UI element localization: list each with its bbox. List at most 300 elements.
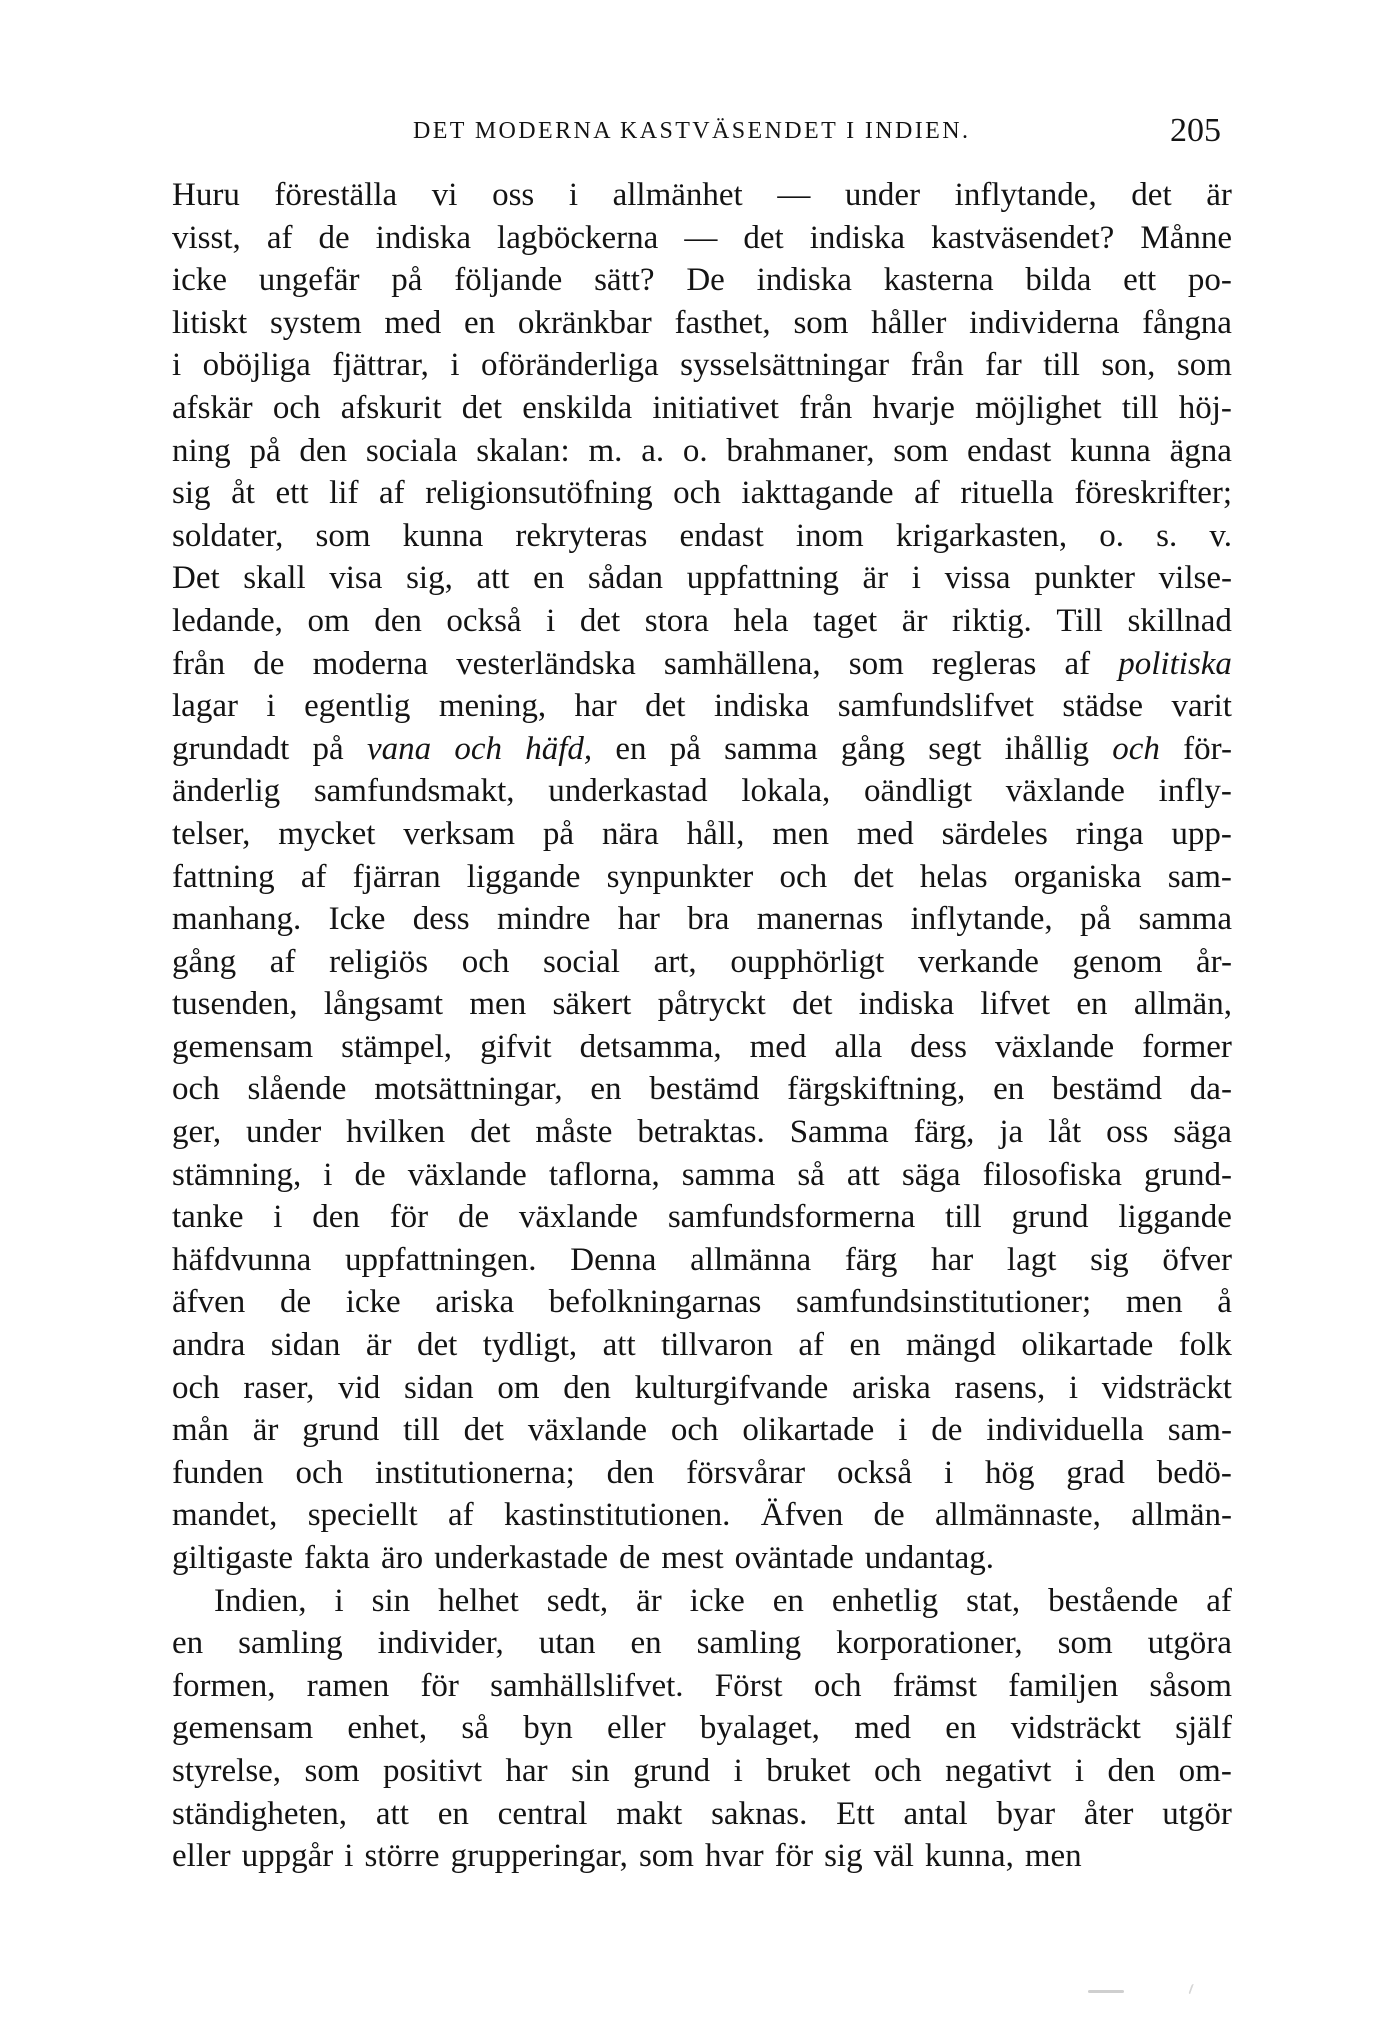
text-line (172, 1111, 1232, 1154)
word: alla (834, 1028, 883, 1065)
text-line (172, 1239, 1232, 1282)
word: ägna (1169, 432, 1232, 469)
word: och (172, 1369, 220, 1406)
word: moderna (312, 645, 429, 682)
word: i (943, 1454, 954, 1491)
word: under (844, 177, 921, 213)
word: hela (733, 602, 789, 639)
text-line (172, 1835, 1232, 1878)
word: lokala, (741, 773, 831, 810)
word: på (391, 262, 423, 299)
word: åter (1083, 1795, 1134, 1832)
word: i (450, 347, 460, 384)
word: vidsträckt (1101, 1369, 1232, 1406)
word: raser, (243, 1369, 315, 1406)
word: indiska (858, 986, 955, 1023)
word: system (269, 304, 362, 341)
word: för (774, 1838, 814, 1875)
word: manernas (756, 901, 884, 938)
word: mest (661, 1540, 724, 1576)
word: mycket (278, 815, 376, 852)
word: färgskiftning, (787, 1071, 966, 1108)
text-line (172, 515, 1232, 558)
word: det (579, 602, 621, 639)
text-line (172, 1793, 1232, 1836)
word: lagar (172, 688, 238, 725)
word: sidan (270, 1327, 341, 1364)
word: ett (1123, 262, 1157, 299)
word: är (1206, 177, 1232, 213)
word: tanke (172, 1199, 244, 1236)
text-line (172, 1026, 1232, 1069)
word: religiös (329, 943, 429, 980)
word: samling (696, 1625, 802, 1662)
word: den (563, 1369, 611, 1406)
word: från (172, 645, 226, 682)
body-text (172, 174, 1232, 1878)
word: former (1142, 1028, 1232, 1065)
word: enhet, (347, 1710, 428, 1747)
word: föreskrifter; (1074, 475, 1232, 512)
word: samhällena, (663, 645, 821, 682)
word: segt (928, 730, 982, 767)
word: Det (172, 560, 220, 597)
word: samfundsmakt, (313, 773, 515, 810)
word: och (673, 475, 721, 512)
word: folk (1178, 1327, 1232, 1364)
word: bestämd (1052, 1071, 1162, 1108)
word: icke (345, 1284, 401, 1321)
word: vissa (944, 560, 1011, 597)
word: allmän, (1133, 986, 1232, 1023)
word: långsamt (323, 986, 444, 1023)
word: nära (601, 815, 659, 852)
word: ning (172, 432, 231, 469)
word: vilse- (1158, 560, 1232, 597)
word: de (873, 1497, 905, 1534)
word: i (172, 347, 182, 384)
word: bedö- (1156, 1454, 1232, 1491)
word: byar (996, 1795, 1056, 1832)
text-line (172, 685, 1232, 728)
word: bruket (766, 1752, 851, 1789)
word: speciellt (307, 1497, 418, 1534)
word: äro (380, 1540, 424, 1576)
text-line (172, 1622, 1232, 1665)
word: sätt? (594, 262, 655, 299)
word: de (318, 219, 350, 256)
text-line (172, 941, 1232, 984)
word: saknas. (711, 1795, 808, 1832)
word: po- (1187, 262, 1232, 299)
word: sysselsättningar (680, 347, 890, 384)
word: det (853, 858, 894, 895)
word: till (1121, 389, 1159, 426)
text-line (172, 1665, 1232, 1708)
word: familjen (1008, 1667, 1119, 1704)
word: oböjliga (202, 347, 311, 384)
word: men (469, 986, 527, 1023)
word: växlande (995, 1028, 1115, 1065)
word: gifvit (480, 1028, 552, 1065)
word: af (1064, 645, 1091, 682)
word: allmännaste, (935, 1497, 1101, 1534)
word: underkastade (434, 1540, 609, 1576)
word: som (1176, 347, 1232, 384)
word: till (945, 1199, 982, 1236)
word: kunna (402, 517, 484, 554)
text-line (172, 600, 1232, 643)
word: och (172, 1071, 220, 1108)
word: kunna (1070, 432, 1151, 469)
word: och (295, 1454, 344, 1491)
word: allmänhet (612, 177, 743, 213)
word: rituella (960, 475, 1054, 512)
word: iakttagande (741, 475, 894, 512)
word: uppfattningen. (345, 1241, 537, 1278)
word: sin (571, 1752, 610, 1789)
word: Månne (1140, 219, 1232, 256)
word: stat, (966, 1582, 1021, 1619)
word: i (898, 1412, 908, 1449)
word: kunna, (924, 1838, 1014, 1875)
word: undantag. (864, 1540, 994, 1576)
word: Till (1056, 602, 1103, 639)
word: olikartade (742, 1412, 875, 1449)
word: färg (844, 1241, 898, 1278)
word: till (1043, 347, 1080, 384)
text-line (172, 259, 1232, 302)
word: om- (1178, 1752, 1232, 1789)
word: detsamma, (579, 1028, 722, 1065)
word: samma (1138, 901, 1232, 938)
word: själf (1175, 1710, 1232, 1747)
word: i (334, 1582, 344, 1619)
word: lagböckerna (497, 219, 659, 256)
word: upp- (1171, 815, 1232, 852)
text-line (172, 1580, 1232, 1623)
word: fjärran (352, 858, 441, 895)
word: samhällslifvet. (490, 1667, 684, 1704)
text-line (172, 1452, 1232, 1495)
word: en (437, 1795, 469, 1832)
word: från (910, 347, 964, 384)
word: institutionerna; (374, 1454, 575, 1491)
word: punkter (1034, 560, 1136, 597)
word: och (670, 1412, 719, 1449)
word: också (446, 602, 522, 639)
word: men (772, 815, 830, 852)
word: samma (724, 730, 818, 767)
word: betraktas. (637, 1114, 765, 1151)
text-line (172, 770, 1232, 813)
word: för (420, 1667, 459, 1704)
word: indiska (809, 219, 906, 256)
word: i (568, 177, 579, 213)
word: utan (538, 1625, 596, 1662)
word: mån (172, 1412, 229, 1449)
word: säga (901, 1156, 961, 1193)
word: för (389, 1199, 429, 1236)
word: det (470, 1114, 511, 1151)
word: på (669, 730, 701, 767)
text-line (172, 430, 1232, 473)
word: gemensam (172, 1710, 314, 1747)
word: försvårar (686, 1454, 806, 1491)
word: mindre (496, 901, 591, 938)
word: möjlighet (975, 389, 1102, 426)
word: samfundsinstitutioner; (796, 1284, 1092, 1321)
word: vidsträckt (1010, 1710, 1141, 1747)
word: De (686, 262, 725, 299)
word: har (574, 688, 617, 725)
page-number: 205 (1170, 112, 1221, 149)
word: allmän- (1131, 1497, 1232, 1534)
word: de (253, 645, 285, 682)
word: och (1112, 730, 1160, 767)
word: antal (903, 1795, 968, 1832)
word: af (379, 475, 405, 512)
word: fasthet, (674, 304, 771, 341)
word: på (542, 815, 575, 852)
word: vi (431, 177, 458, 213)
word: af (300, 858, 327, 895)
word: i (911, 560, 921, 597)
word: tusenden, (172, 986, 298, 1023)
word: det (416, 1327, 458, 1364)
word: ja (999, 1114, 1024, 1151)
word: stora (644, 602, 709, 639)
word: låt (1048, 1114, 1082, 1151)
word: lagt (1006, 1241, 1057, 1278)
word: att (375, 1795, 409, 1832)
text-line (172, 1367, 1232, 1410)
text-line (172, 174, 1232, 217)
text-line (172, 302, 1232, 345)
word: kasterna (883, 262, 994, 299)
word: sig, (406, 560, 453, 597)
word: oss (492, 177, 535, 213)
word: af (266, 219, 293, 256)
word: uppgår (241, 1838, 334, 1875)
word: politiska (1118, 645, 1232, 682)
word: stämning, (172, 1156, 302, 1193)
word: vana (366, 730, 432, 767)
text-line (172, 1750, 1232, 1793)
word: oändligt (863, 773, 973, 810)
word: skall (243, 560, 306, 597)
word: är (365, 1327, 392, 1364)
word: allmänna (690, 1241, 812, 1278)
word: mandet, (172, 1497, 278, 1534)
word: en (993, 1071, 1025, 1108)
word: liggande (1118, 1199, 1232, 1236)
word: egentlig (304, 688, 411, 725)
text-line (172, 1409, 1232, 1452)
word: dess (910, 1028, 967, 1065)
word: fakta (303, 1540, 370, 1576)
word: sidan (403, 1369, 474, 1406)
word: byalaget, (699, 1710, 820, 1747)
scan-mark (1088, 1990, 1124, 1993)
word: och (461, 943, 510, 980)
word: hvar (704, 1838, 764, 1875)
word: verksam (403, 815, 516, 852)
word: men (1024, 1838, 1082, 1875)
word: Denna (570, 1241, 657, 1278)
text-line (172, 387, 1232, 430)
running-head: DET MODERNA KASTVÄSENDET I INDIEN. (413, 118, 971, 144)
word: oupphörligt (730, 943, 885, 980)
word: endast (679, 517, 764, 554)
word: på (1080, 901, 1112, 938)
word: en (945, 1710, 977, 1747)
word: styrelse, (172, 1752, 282, 1789)
word: måste (535, 1114, 613, 1151)
word: växlande (518, 1199, 639, 1236)
word: säga (1173, 1114, 1232, 1151)
word: ger, (172, 1114, 222, 1151)
word: har (505, 1752, 548, 1789)
word: sedt, (546, 1582, 609, 1619)
word: enskilda (522, 389, 633, 426)
word: i (1068, 1369, 1079, 1406)
word: icke (689, 1582, 745, 1619)
text-line (172, 856, 1232, 899)
word: som (304, 1752, 360, 1789)
word: inflytande, (954, 177, 1097, 213)
word: grund (302, 1412, 380, 1449)
text-line (172, 1494, 1232, 1537)
word: individuella (986, 1412, 1144, 1449)
word: regleras (931, 645, 1037, 682)
word: endast (967, 432, 1052, 469)
word: en (172, 1625, 204, 1662)
word: åt (231, 475, 255, 512)
word: till (403, 1412, 440, 1449)
word: växlande (1005, 773, 1125, 810)
word: gång (172, 943, 237, 980)
word: genom (1072, 943, 1163, 980)
word: häfd, (525, 730, 593, 767)
word: o. (1099, 517, 1125, 554)
word: soldater, (172, 517, 284, 554)
word: andra (172, 1327, 246, 1364)
word: utgör (1162, 1795, 1232, 1832)
word: bestående (1048, 1582, 1179, 1619)
word: och (779, 858, 828, 895)
word: ariska (851, 1369, 931, 1406)
word: grad (1066, 1454, 1125, 1491)
word: fångna (1142, 304, 1232, 341)
word: såsom (1149, 1667, 1232, 1704)
word: taget (813, 602, 878, 639)
word: men (1125, 1284, 1183, 1321)
word: hög (984, 1454, 1035, 1491)
word: väl (873, 1838, 914, 1875)
word: bilda (1025, 262, 1092, 299)
word: de (354, 1156, 386, 1193)
word: formen, (172, 1667, 276, 1704)
word: tydligt, (482, 1327, 578, 1364)
word: mängd (906, 1327, 996, 1364)
word: samfundsformerna (667, 1199, 916, 1236)
word: ihållig (1004, 730, 1089, 767)
word: öfver (1162, 1241, 1232, 1278)
word: indiska (713, 688, 810, 725)
word: ledande, (172, 602, 283, 639)
word: sådan (587, 560, 664, 597)
word: på (312, 730, 344, 767)
word: utgöra (1147, 1625, 1232, 1662)
word: i (273, 1199, 283, 1236)
word: att (602, 1327, 636, 1364)
word: individer, (377, 1625, 504, 1662)
word: med (856, 815, 914, 852)
text-line (172, 983, 1232, 1026)
text-line (172, 643, 1232, 686)
word: icke (172, 262, 227, 299)
word: Huru (172, 177, 240, 213)
word: manhang. (172, 901, 302, 938)
word: hvilken (346, 1114, 446, 1151)
word: olikartade (1021, 1327, 1154, 1364)
word: de (619, 1540, 651, 1576)
word: organiska (1013, 858, 1142, 895)
word: ringa (1075, 815, 1144, 852)
word: eller (606, 1710, 666, 1747)
word: riktig. (952, 602, 1032, 639)
word: kastväsendet? (931, 219, 1115, 256)
word: påtryckt (657, 986, 766, 1023)
word: främst (892, 1667, 978, 1704)
text-line (172, 1196, 1232, 1239)
word: för- (1183, 730, 1232, 767)
word: som (893, 432, 949, 469)
word: så (797, 1156, 825, 1193)
word: byn (523, 1710, 573, 1747)
word: Indien, (214, 1582, 307, 1619)
text-line (172, 217, 1232, 260)
word: under (246, 1114, 322, 1151)
word: synpunkter (606, 858, 754, 895)
word: helhet (438, 1582, 519, 1619)
word: sociala (365, 432, 458, 469)
word: son, (1101, 347, 1156, 384)
word: Samma (789, 1114, 889, 1151)
word: och (272, 389, 321, 426)
word: med (854, 1710, 912, 1747)
word: den (299, 432, 348, 469)
text-line (172, 1154, 1232, 1197)
word: som (793, 304, 849, 341)
word: Icke (328, 901, 386, 938)
word: följande (454, 262, 563, 299)
word: brahmaner, (726, 432, 875, 469)
word: Äfven (760, 1497, 844, 1534)
word: den (1107, 1752, 1156, 1789)
word: litiskt (172, 304, 248, 341)
word: i (344, 1838, 354, 1875)
word: liggande (466, 858, 581, 895)
word: art, (653, 943, 697, 980)
word: lifvet (980, 986, 1051, 1023)
word: taflorna, (548, 1156, 660, 1193)
word: i (266, 688, 276, 725)
word: far (985, 347, 1022, 384)
word: samling (238, 1625, 343, 1662)
word: med (384, 304, 442, 341)
